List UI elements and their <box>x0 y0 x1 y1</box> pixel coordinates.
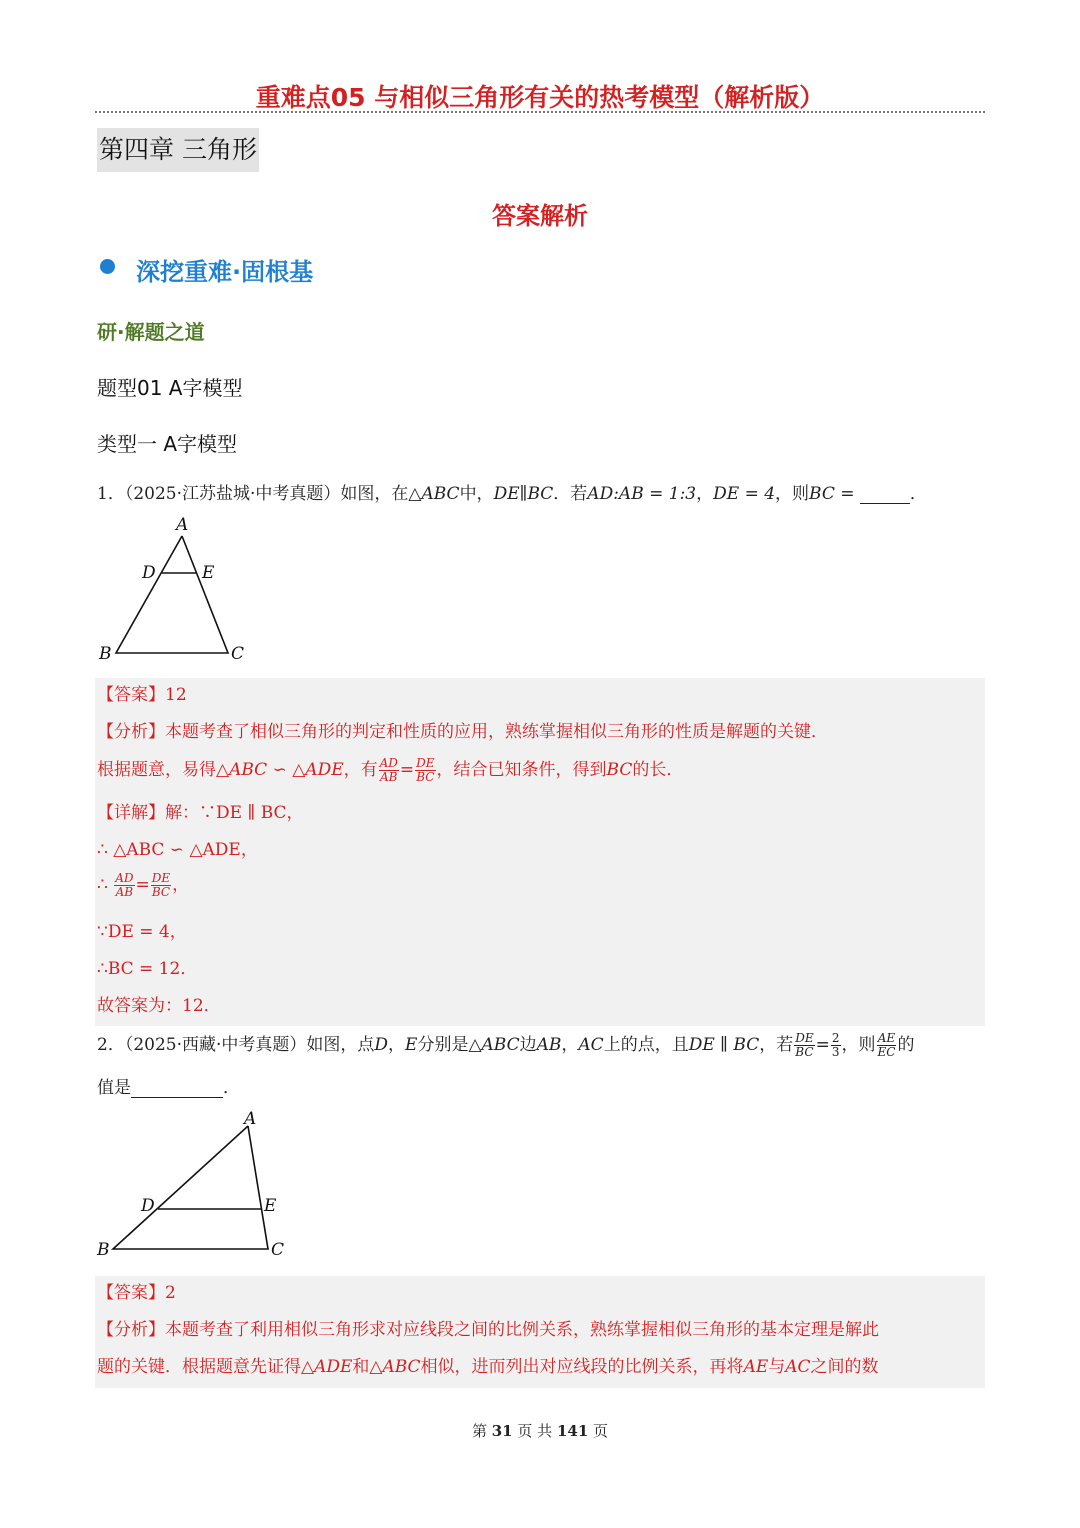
q2-sep2: ， <box>561 1035 579 1055</box>
q2-e: E <box>405 1035 418 1055</box>
q2-a2-abc: △ABC <box>369 1357 421 1377</box>
q2-mid2: 边 <box>519 1035 537 1055</box>
q2-a2-ae: AE <box>743 1357 769 1377</box>
q1-a2-sim: △ABC ∽ △ADE <box>216 760 344 780</box>
q2-prefix: 2．（2025·西藏·中考真题）如图，点 <box>97 1035 375 1055</box>
q1-d3-prefix: ∴ <box>97 875 114 895</box>
frac-den: EC <box>877 1045 896 1059</box>
q2-a2-ade: △ADE <box>301 1357 353 1377</box>
frac-num: AD <box>379 756 398 770</box>
q2-a2-c: 相似，进而列出对应线段的比例关系，再将 <box>420 1357 744 1377</box>
q1-parallel: ∥ <box>519 484 528 504</box>
frac-num: AE <box>877 1031 896 1045</box>
q2-ac: AC <box>578 1035 604 1055</box>
frac-num: DE <box>151 871 171 885</box>
frac-num: DE <box>795 1031 814 1045</box>
page-total: 141 <box>556 1422 589 1440</box>
q2-a2-a: 题的关键．根据题意先证得 <box>97 1357 301 1377</box>
q1-bc: BC <box>527 484 554 504</box>
q2-line2: 值是 <box>97 1078 131 1098</box>
q1-detail-line5: ∴BC = 12． <box>97 959 198 979</box>
q1-label-e: E <box>202 563 215 583</box>
q1-label-a: A <box>176 515 189 535</box>
q1-d3-suffix: ， <box>172 875 190 895</box>
q2-de-bc: DE ∥ BC <box>688 1035 760 1055</box>
q2-mid5: ，则 <box>841 1035 876 1055</box>
question-class-title: 类型一 A字模型 <box>97 432 238 456</box>
answer-blank <box>860 485 910 504</box>
q2-triangle-figure <box>95 1108 295 1263</box>
section-title: 深挖重难·固根基 <box>136 258 314 286</box>
q2-mid4: ，若 <box>759 1035 794 1055</box>
q1-label-b: B <box>99 644 112 664</box>
q1-answer-value: 12 <box>165 685 187 705</box>
q1-answer <box>97 680 187 705</box>
q1-label-d: D <box>142 563 156 583</box>
q2-d: D <box>374 1035 389 1055</box>
q1-d3-frac1 <box>114 872 134 899</box>
q1-detail-line3 <box>97 870 189 899</box>
frac-num: AD <box>115 871 134 885</box>
q1-detail-line1 <box>97 798 304 823</box>
q1-a2-eq: = <box>399 760 415 780</box>
q2-analysis <box>97 1315 879 1340</box>
q2-answer <box>97 1278 176 1303</box>
q1-d3-frac2 <box>151 872 171 899</box>
q1-analysis-text: 本题考查了相似三角形的判定和性质的应用，熟练掌握相似三角形的性质是解题的关键． <box>165 722 828 742</box>
q2-mid3: 上的点，且 <box>603 1035 689 1055</box>
q2-end: ． <box>223 1078 240 1098</box>
q1-then: ，则 <box>775 484 810 504</box>
answer-heading: 答案解析 <box>492 202 588 230</box>
q2-answer-value: 2 <box>165 1283 176 1303</box>
q2-analysis-label: 【分析】 <box>97 1320 165 1340</box>
q1-detail-label: 【详解】 <box>97 803 165 823</box>
footer-mid: 页 共 <box>517 1422 553 1440</box>
q2-mid1: 分别是 <box>417 1035 469 1055</box>
footer-pre: 第 <box>471 1422 487 1440</box>
q1-analysis <box>97 717 828 742</box>
q1-triangle-figure <box>95 512 255 667</box>
q1-a2-bc: BC <box>606 760 633 780</box>
frac-den: AB <box>380 770 398 784</box>
q2-triangle-outline <box>113 1126 268 1249</box>
q1-detail-line6: 故答案为：12． <box>97 996 221 1016</box>
q1-a2-b: ，有 <box>343 760 378 780</box>
q2-label-e: E <box>264 1196 277 1216</box>
q1-bc-eq: BC = <box>809 484 855 504</box>
q1-end: ． <box>909 484 927 504</box>
header-divider <box>95 111 985 113</box>
q2-label-c: C <box>271 1240 285 1260</box>
q1-a2-a: 根据题意，易得 <box>97 760 216 780</box>
q1-de-value: DE = 4 <box>713 484 776 504</box>
q1-a2-frac2 <box>415 757 435 784</box>
q2-a2-ac: AC <box>785 1357 811 1377</box>
frac-den: BC <box>795 1045 814 1059</box>
q2-frac3 <box>877 1032 897 1059</box>
q1-mid: 中， <box>459 484 494 504</box>
question-1-text <box>97 479 927 504</box>
q2-label-a: A <box>244 1109 257 1129</box>
q2-a2-d: 与 <box>768 1357 786 1377</box>
q2-analysis-line2 <box>97 1352 879 1377</box>
q2-label-d: D <box>141 1196 155 1216</box>
q2-label-b: B <box>97 1240 110 1260</box>
q1-analysis-label: 【分析】 <box>97 722 165 742</box>
q1-detail-line4: ∵DE = 4， <box>97 922 187 942</box>
q2-a2-b: 和 <box>352 1357 370 1377</box>
q2-a2-e: 之间的数 <box>810 1357 879 1377</box>
q2-frac1 <box>794 1032 814 1059</box>
question-2-text <box>97 1030 914 1059</box>
page-number: 31 <box>491 1422 513 1440</box>
q1-d3-eq: = <box>135 875 150 895</box>
q1-ratio: AD:AB = 1:3 <box>587 484 697 504</box>
q2-analysis-text1: 本题考查了利用相似三角形求对应线段之间的比例关系，熟练掌握相似三角形的基本定理是解此 <box>165 1320 879 1340</box>
q1-a2-frac1 <box>379 757 399 784</box>
frac-num: 2 <box>831 1031 840 1045</box>
frac-den: 3 <box>831 1045 840 1059</box>
footer-post: 页 <box>593 1422 609 1440</box>
q1-comma: ， <box>696 484 714 504</box>
question-2-line2 <box>97 1073 240 1098</box>
q2-answer-label: 【答案】 <box>97 1283 165 1303</box>
frac-num: DE <box>416 756 435 770</box>
q2-ab: AB <box>536 1035 562 1055</box>
q1-label-c: C <box>231 644 245 664</box>
q2-frac2 <box>831 1032 841 1059</box>
q1-triangle: △ABC <box>408 484 460 504</box>
q1-a2-d: 的长． <box>632 760 684 780</box>
q2-sep1: ， <box>388 1035 406 1055</box>
q1-prefix: 1．（2025·江苏盐城·中考真题）如图，在 <box>97 484 409 504</box>
frac-den: BC <box>151 885 171 899</box>
q1-analysis-line2 <box>97 755 683 784</box>
q2-eq: = <box>815 1035 830 1055</box>
frac-den: AB <box>115 885 134 899</box>
chapter-title: 第四章 三角形 <box>97 128 259 172</box>
q2-mid6: 的 <box>897 1035 915 1055</box>
q1-answer-label: 【答案】 <box>97 685 165 705</box>
page-footer <box>0 1420 1080 1441</box>
q2-tri: △ABC <box>468 1035 520 1055</box>
q1-de: DE <box>493 484 520 504</box>
answer-blank <box>131 1079 223 1098</box>
q1-cond: ．若 <box>553 484 588 504</box>
q1-triangle-outline <box>116 536 228 653</box>
document-header-title: 重难点05 与相似三角形有关的热考模型（解析版） <box>255 83 825 112</box>
question-type-title: 题型01 A字模型 <box>97 376 243 400</box>
sub-section-title: 研·解题之道 <box>97 320 205 344</box>
q1-detail-l1: 解：∵DE ∥ BC， <box>165 803 304 823</box>
q1-detail-line2: ∴ △ABC ∽ △ADE， <box>97 840 258 860</box>
bullet-icon <box>100 259 115 274</box>
q1-a2-c: ，结合已知条件，得到 <box>436 760 607 780</box>
frac-den: BC <box>416 770 435 784</box>
